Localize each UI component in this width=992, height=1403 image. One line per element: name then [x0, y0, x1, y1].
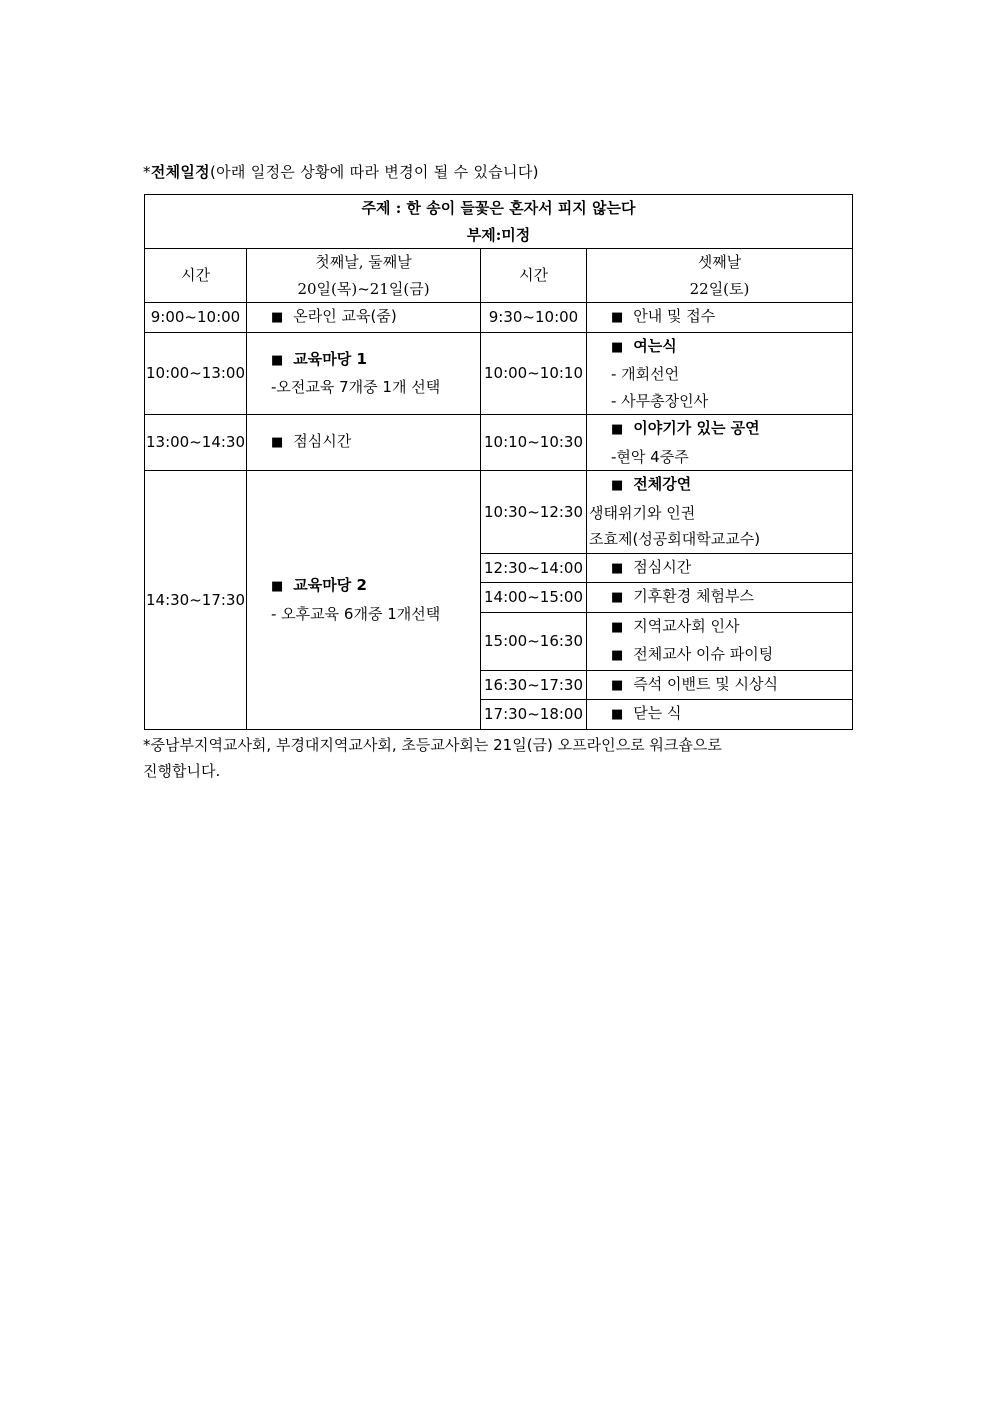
right-time-cell: 16:30~17:30: [481, 670, 587, 700]
left-activity-cell: [247, 471, 481, 730]
right-time-cell: 9:30~10:00: [481, 303, 587, 333]
table-row: [145, 471, 853, 554]
square-bullet-icon: ■: [611, 707, 624, 722]
left-activity-title: 교육마당 1: [293, 349, 367, 368]
right-activity-title: 여는식: [633, 336, 677, 355]
left-activity-text: 점심시간: [293, 432, 352, 451]
right-activity-text: 전체교사 이슈 파이팅: [633, 645, 774, 663]
header-day3-line2: 22일(토): [689, 279, 750, 298]
square-bullet-icon: ■: [611, 478, 624, 493]
right-activity-title: 전체강연: [633, 475, 692, 493]
square-bullet-icon: ■: [611, 619, 624, 635]
header-days12-line2: 20일(목)~21일(금): [297, 279, 430, 298]
left-time-cell: 13:00~14:30: [145, 415, 247, 471]
header-time-left: [145, 249, 247, 303]
heading-bold: 전체일정: [150, 163, 210, 181]
table-header-row: [145, 249, 853, 303]
square-bullet-icon: ■: [611, 310, 624, 325]
left-activity-sub: -오전교육 7개중 1개 선택: [271, 378, 441, 397]
schedule-heading: [143, 161, 539, 182]
right-activity-text: 지역교사회 인사: [633, 616, 740, 635]
header-time-right-label: 시간: [519, 266, 548, 285]
right-activity-sub: 조효제(성공회대학교교수): [589, 530, 761, 548]
right-activity-cell: [587, 471, 853, 554]
table-subtheme: 부제:미정: [466, 225, 531, 244]
right-activity-title: 이야기가 있는 공연: [633, 419, 760, 437]
square-bullet-icon: ■: [271, 579, 284, 595]
right-time-cell: 10:00~10:10: [481, 332, 587, 415]
right-activity-line: [611, 613, 852, 642]
right-activity-cell: [587, 670, 853, 700]
table-title-row: [145, 195, 853, 249]
header-days12: [247, 249, 481, 303]
right-activity-sub: - 사무총장인사: [611, 391, 709, 410]
table-row: [145, 303, 853, 333]
table-row: [145, 415, 853, 471]
heading-rest: (아래 일정은 상황에 따라 변경이 될 수 있습니다): [209, 163, 539, 181]
right-activity-sub: - 개회선언: [611, 365, 680, 383]
right-activity-text: 점심시간: [633, 557, 692, 576]
header-time-left-label: 시간: [181, 266, 210, 285]
square-bullet-icon: ■: [611, 422, 624, 437]
left-activity-cell: [247, 332, 481, 415]
right-time-cell: 10:30~12:30: [481, 471, 587, 554]
footnote-line1: *중남부지역교사회, 부경대지역교사회, 초등교사회는 21일(금) 오프라인으로 워크숍으로: [143, 736, 722, 754]
square-bullet-icon: ■: [611, 677, 624, 693]
header-days12-line1: 첫째날, 둘째날: [315, 253, 412, 271]
left-activity-title: 교육마당 2: [293, 576, 367, 595]
square-bullet-icon: ■: [611, 560, 624, 576]
left-activity-sub: - 오후교육 6개중 1개선택: [271, 604, 441, 623]
right-activity-cell: [587, 700, 853, 730]
square-bullet-icon: ■: [271, 435, 284, 451]
left-activity-title-line: [271, 346, 480, 375]
left-activity-title-line: [271, 572, 480, 601]
left-activity-cell: [247, 415, 481, 471]
right-activity-text: 안내 및 접수: [633, 307, 716, 325]
square-bullet-icon: ■: [611, 648, 624, 663]
right-time-cell: 12:30~14:00: [481, 553, 587, 583]
footnote-line2: 진행합니다.: [143, 762, 221, 780]
footnote: [143, 732, 843, 784]
right-activity-cell: [587, 612, 853, 670]
right-activity-text: 닫는 식: [633, 704, 682, 722]
right-time-cell: 10:10~10:30: [481, 415, 587, 471]
square-bullet-icon: ■: [611, 339, 624, 355]
right-activity-line: [611, 641, 852, 670]
left-activity-cell: [247, 303, 481, 333]
table-theme: 주제 : 한 송이 들꽃은 혼자서 피지 않는다: [361, 199, 636, 217]
right-activity-cell: [587, 553, 853, 583]
right-activity-cell: [587, 415, 853, 471]
heading-bullet: *: [143, 163, 151, 181]
left-time-cell: 10:00~13:00: [145, 332, 247, 415]
right-activity-title-line: [611, 415, 852, 444]
right-time-cell: 14:00~15:00: [481, 583, 587, 613]
header-day3-line1: 셋째날: [697, 253, 742, 271]
schedule-table: [144, 194, 853, 730]
right-activity-text: 기후환경 체험부스: [633, 587, 754, 605]
title-cell: [145, 195, 853, 249]
table-row: [145, 332, 853, 415]
right-activity-text: 즉석 이밴트 및 시상식: [633, 674, 779, 693]
right-activity-cell: [587, 583, 853, 613]
header-day3: [587, 249, 853, 303]
left-activity-text: 온라인 교육(줌): [293, 307, 397, 325]
right-activity-title-line: [611, 333, 852, 362]
header-time-right: [481, 249, 587, 303]
right-time-cell: 17:30~18:00: [481, 700, 587, 730]
right-activity-sub: 생태위기와 인권: [589, 503, 696, 522]
square-bullet-icon: ■: [271, 352, 284, 368]
square-bullet-icon: ■: [271, 310, 284, 325]
right-activity-sub: -현악 4중주: [611, 447, 689, 466]
square-bullet-icon: ■: [611, 590, 624, 605]
right-activity-cell: [587, 332, 853, 415]
left-time-cell: 9:00~10:00: [145, 303, 247, 333]
right-time-cell: 15:00~16:30: [481, 612, 587, 670]
right-activity-cell: [587, 303, 853, 333]
left-time-cell: 14:30~17:30: [145, 471, 247, 730]
right-activity-title-line: [611, 471, 852, 500]
